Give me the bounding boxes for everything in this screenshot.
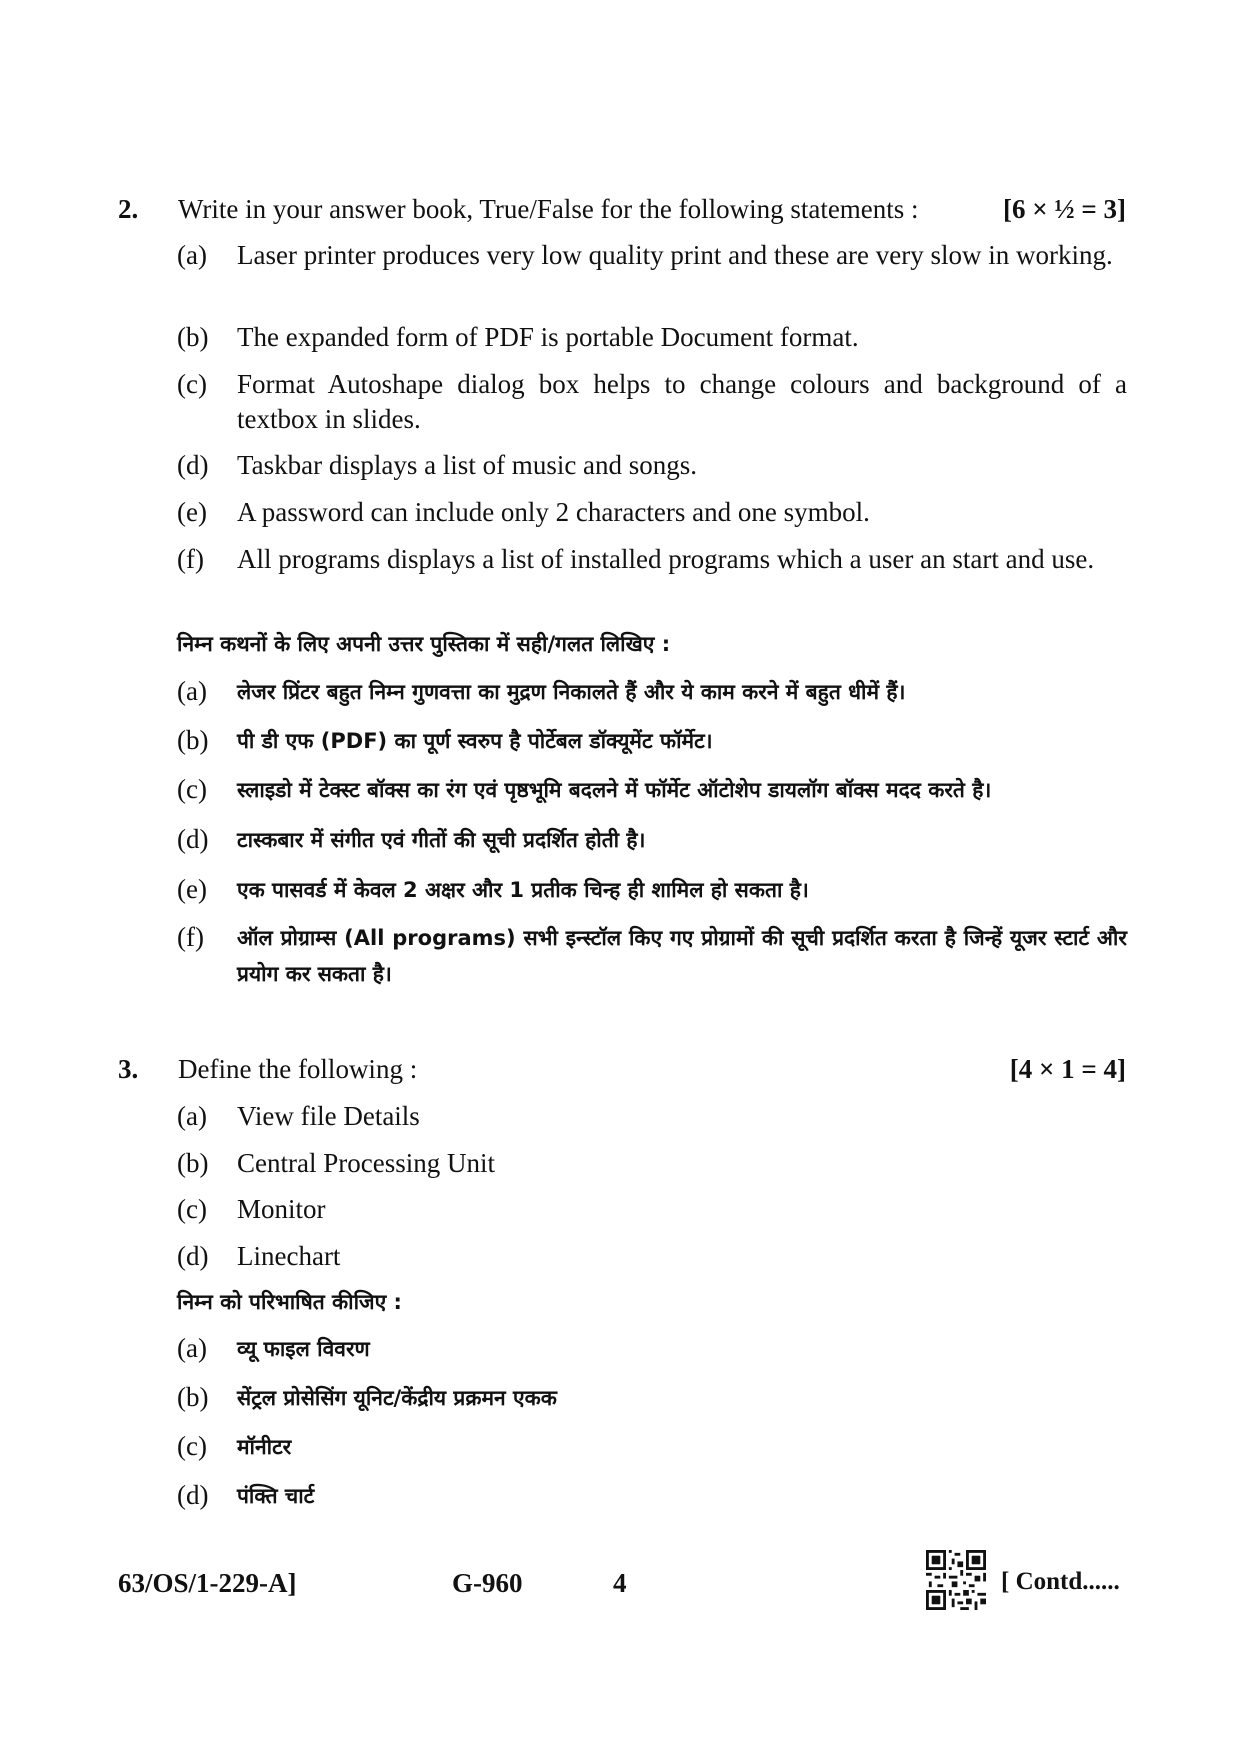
item-text: The expanded form of PDF is portable Document format. <box>237 322 859 352</box>
item-label: (e) <box>177 497 207 527</box>
question-marks: [4 × 1 = 4] <box>1009 1054 1126 1084</box>
item-label: (e) <box>177 874 207 904</box>
item-text: Format Autoshape dialog box helps to change colours and background of a textbox in slides. <box>237 369 1127 434</box>
page-number: 4 <box>613 1568 627 1598</box>
item-label: (d) <box>177 1480 209 1510</box>
question-number: 3. <box>118 1054 139 1084</box>
qr-code-icon <box>926 1550 986 1610</box>
item-label: (a) <box>177 1101 207 1131</box>
item-label: (f) <box>177 922 204 952</box>
item-text: Linechart <box>237 1241 341 1271</box>
item-label: (a) <box>177 676 207 706</box>
q3-hindi-prompt: निम्न को परिभाषित कीजिए : <box>177 1290 402 1314</box>
item-text: टास्कबार में संगीत एवं गीतों की सूची प्रदर्शित होती है। <box>237 828 646 852</box>
item-text: एक पासवर्ड में केवल 2 अक्षर और 1 प्रतीक चिन्ह ही शामिल हो सकता है। <box>237 878 809 902</box>
item-text: ऑल प्रोग्राम्स (All programs) सभी इन्स्टॉल किए गए प्रोग्रामों की सूची प्रदर्शित करता है जिन्हें यूजर स्टार्ट और प्रयोग कर सकता है। <box>237 926 1127 986</box>
item-label: (d) <box>177 450 209 480</box>
question-number: 2. <box>118 194 139 224</box>
item-label: (b) <box>177 322 209 352</box>
item-label: (a) <box>177 1333 207 1363</box>
item-text: View file Details <box>237 1101 420 1131</box>
item-label: (c) <box>177 1194 207 1224</box>
item-text: सेंट्रल प्रोसेसिंग यूनिट/केंद्रीय प्रक्रमन एकक <box>237 1386 557 1410</box>
series-code: G-960 <box>452 1568 523 1598</box>
item-text: स्लाइडो में टेक्स्ट बॉक्स का रंग एवं पृष्ठभूमि बदलने में फॉर्मेट ऑटोशेप डायलॉग बॉक्स मदद करते है। <box>237 778 992 802</box>
item-text: Laser printer produces very low quality print and these are very slow in working. <box>237 240 1113 270</box>
item-text: लेजर प्रिंटर बहुत निम्न गुणवत्ता का मुद्रण निकालते हैं और ये काम करने में बहुत धीमें हैं। <box>237 680 906 704</box>
question-prompt: Define the following : <box>178 1054 418 1084</box>
item-label: (a) <box>177 240 207 270</box>
item-text: Monitor <box>237 1194 326 1224</box>
item-label: (c) <box>177 1431 207 1461</box>
item-label: (d) <box>177 1241 209 1271</box>
item-text: All programs displays a list of installed programs which a user an start and use. <box>237 544 1095 574</box>
item-text: Central Processing Unit <box>237 1148 495 1178</box>
item-label: (b) <box>177 1148 209 1178</box>
question-prompt: Write in your answer book, True/False for the following statements : <box>178 194 919 224</box>
item-label: (c) <box>177 369 207 399</box>
item-label: (f) <box>177 544 204 574</box>
item-text: A password can include only 2 characters and one symbol. <box>237 497 870 527</box>
paper-code: 63/OS/1-229-A] <box>118 1568 297 1598</box>
item-label: (c) <box>177 774 207 804</box>
item-text: मॉनीटर <box>237 1435 292 1459</box>
item-label: (d) <box>177 824 209 854</box>
item-label: (b) <box>177 1382 209 1412</box>
item-text: व्यू फाइल विवरण <box>237 1337 370 1361</box>
question-marks: [6 × ½ = 3] <box>1002 194 1126 224</box>
item-text: Taskbar displays a list of music and songs. <box>237 450 698 480</box>
item-label: (b) <box>177 725 209 755</box>
item-text: पी डी एफ (PDF) का पूर्ण स्वरुप है पोर्टेबल डॉक्यूमेंट फॉर्मेट। <box>237 729 713 753</box>
continued-label: [ Contd...... <box>1001 1568 1120 1595</box>
q2-hindi-prompt: निम्न कथनों के लिए अपनी उत्तर पुस्तिका में सही/गलत लिखिए : <box>177 632 671 656</box>
item-text: पंक्ति चार्ट <box>237 1484 315 1508</box>
